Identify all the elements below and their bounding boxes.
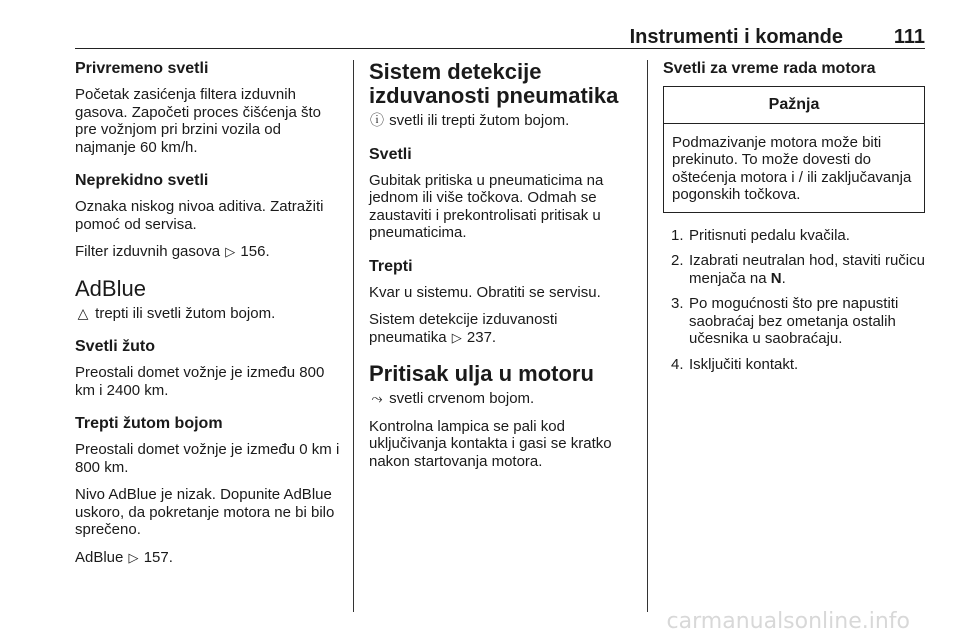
list-item: 4. Isključiti kontakt. (671, 355, 799, 373)
paragraph: Početak zasićenja filtera izduvnih gasova. Započeti proces čišćenja što pre vožnjom pri brzini vozila od najmanje 60 km/h. (75, 86, 321, 156)
cross-reference (75, 549, 345, 567)
list-item: 2. Izabrati neutralan hod, staviti ručicu menjača na N. (671, 252, 925, 287)
heading-svetli-rada: Svetli za vreme rada motora (663, 60, 876, 77)
paragraph: Preostali domet vožnje je između 800 km i 2400 km. (75, 364, 325, 399)
list-item: 3. Po mogućnosti što pre napustiti saobraćaj bez ometanja ostalih učesnika u saobraćaju. (671, 295, 899, 347)
section-title: Instrumenti i komande (629, 26, 843, 48)
list-item: 1. Pritisnuti pedalu kvačila. (671, 226, 850, 244)
tire-pressure-icon: ⓘ (370, 112, 384, 128)
paragraph: Kvar u sistemu. Obratiti se servisu. (369, 283, 601, 301)
heading-neprekidno: Neprekidno svetli (75, 172, 209, 189)
oil-pressure-icon: ⤳ (371, 390, 383, 406)
heading-sistem-detekcije: Sistem detekcije izduvanosti pneumatika (369, 59, 619, 108)
caution-box (663, 86, 925, 213)
page-ref-arrow-icon: ▷ (225, 244, 236, 259)
page-ref-arrow-icon: ▷ (451, 329, 462, 345)
column-divider (647, 60, 648, 612)
reference-page[interactable]: 156. (240, 243, 270, 260)
caution-title: Pažnja (664, 87, 924, 124)
adblue-warning-icon: △ (77, 304, 89, 321)
cross-reference (75, 243, 345, 261)
paragraph: Oznaka niskog nivoa aditiva. Zatražiti pomoć od servisa. (75, 198, 324, 233)
column-1 (75, 60, 345, 576)
paragraph: Gubitak pritiska u pneumaticima na jednom ili više točkova. Odmah se zaustaviti i prekontrolisati pritisak u pneumaticima. (369, 171, 604, 241)
column-3 (663, 60, 925, 381)
heading-svetli-zuto: Svetli žuto (75, 338, 156, 355)
paragraph: Nivo AdBlue je nizak. Dopunite AdBlue uskoro, da pokretanje motora ne bi bilo sprečeno. (75, 486, 335, 538)
heading-trepti: Trepti (369, 257, 413, 275)
reference-text: AdBlue (75, 548, 124, 566)
page-number: 111 (893, 26, 925, 48)
heading-svetli: Svetli (369, 145, 412, 163)
paragraph: Preostali domet vožnje je između 0 km i 800 km. (75, 441, 340, 476)
paragraph: △ trepti ili svetli žutom bojom. (75, 305, 345, 323)
paragraph: ⤳ svetli crvenom bojom. (369, 390, 639, 408)
caution-body: Podmazivanje motora može biti prekinuto. To može dovesti do oštećenja motora i / ili zaključavanja pogonskih točkova. (672, 133, 912, 203)
cross-reference (369, 311, 639, 346)
paragraph: Kontrolna lampica se pali kod uključivanja kontakta i gasi se kratko nakon startovanja motora. (369, 417, 612, 470)
heading-adblue: AdBlue (75, 275, 146, 301)
paragraph: ⓘ svetli ili trepti žutom bojom. (370, 112, 570, 129)
heading-privremeno: Privremeno svetli (75, 60, 209, 77)
watermark: carmanualsonline.info (666, 609, 910, 634)
reference-text: Sistem detekcije izduvanosti pneumatika (369, 311, 558, 346)
reference-text: Filter izduvnih gasova (75, 243, 221, 260)
page-header (75, 26, 925, 49)
column-divider (353, 60, 354, 612)
reference-page[interactable]: 237. (466, 328, 497, 346)
column-2 (369, 60, 639, 480)
heading-trepti-zuto: Trepti žutom bojom (75, 415, 223, 432)
reference-page[interactable]: 157. (143, 548, 173, 566)
page-ref-arrow-icon: ▷ (128, 549, 139, 565)
steps-list (663, 227, 925, 374)
heading-pritisak-ulja: Pritisak ulja u motoru (369, 361, 594, 386)
